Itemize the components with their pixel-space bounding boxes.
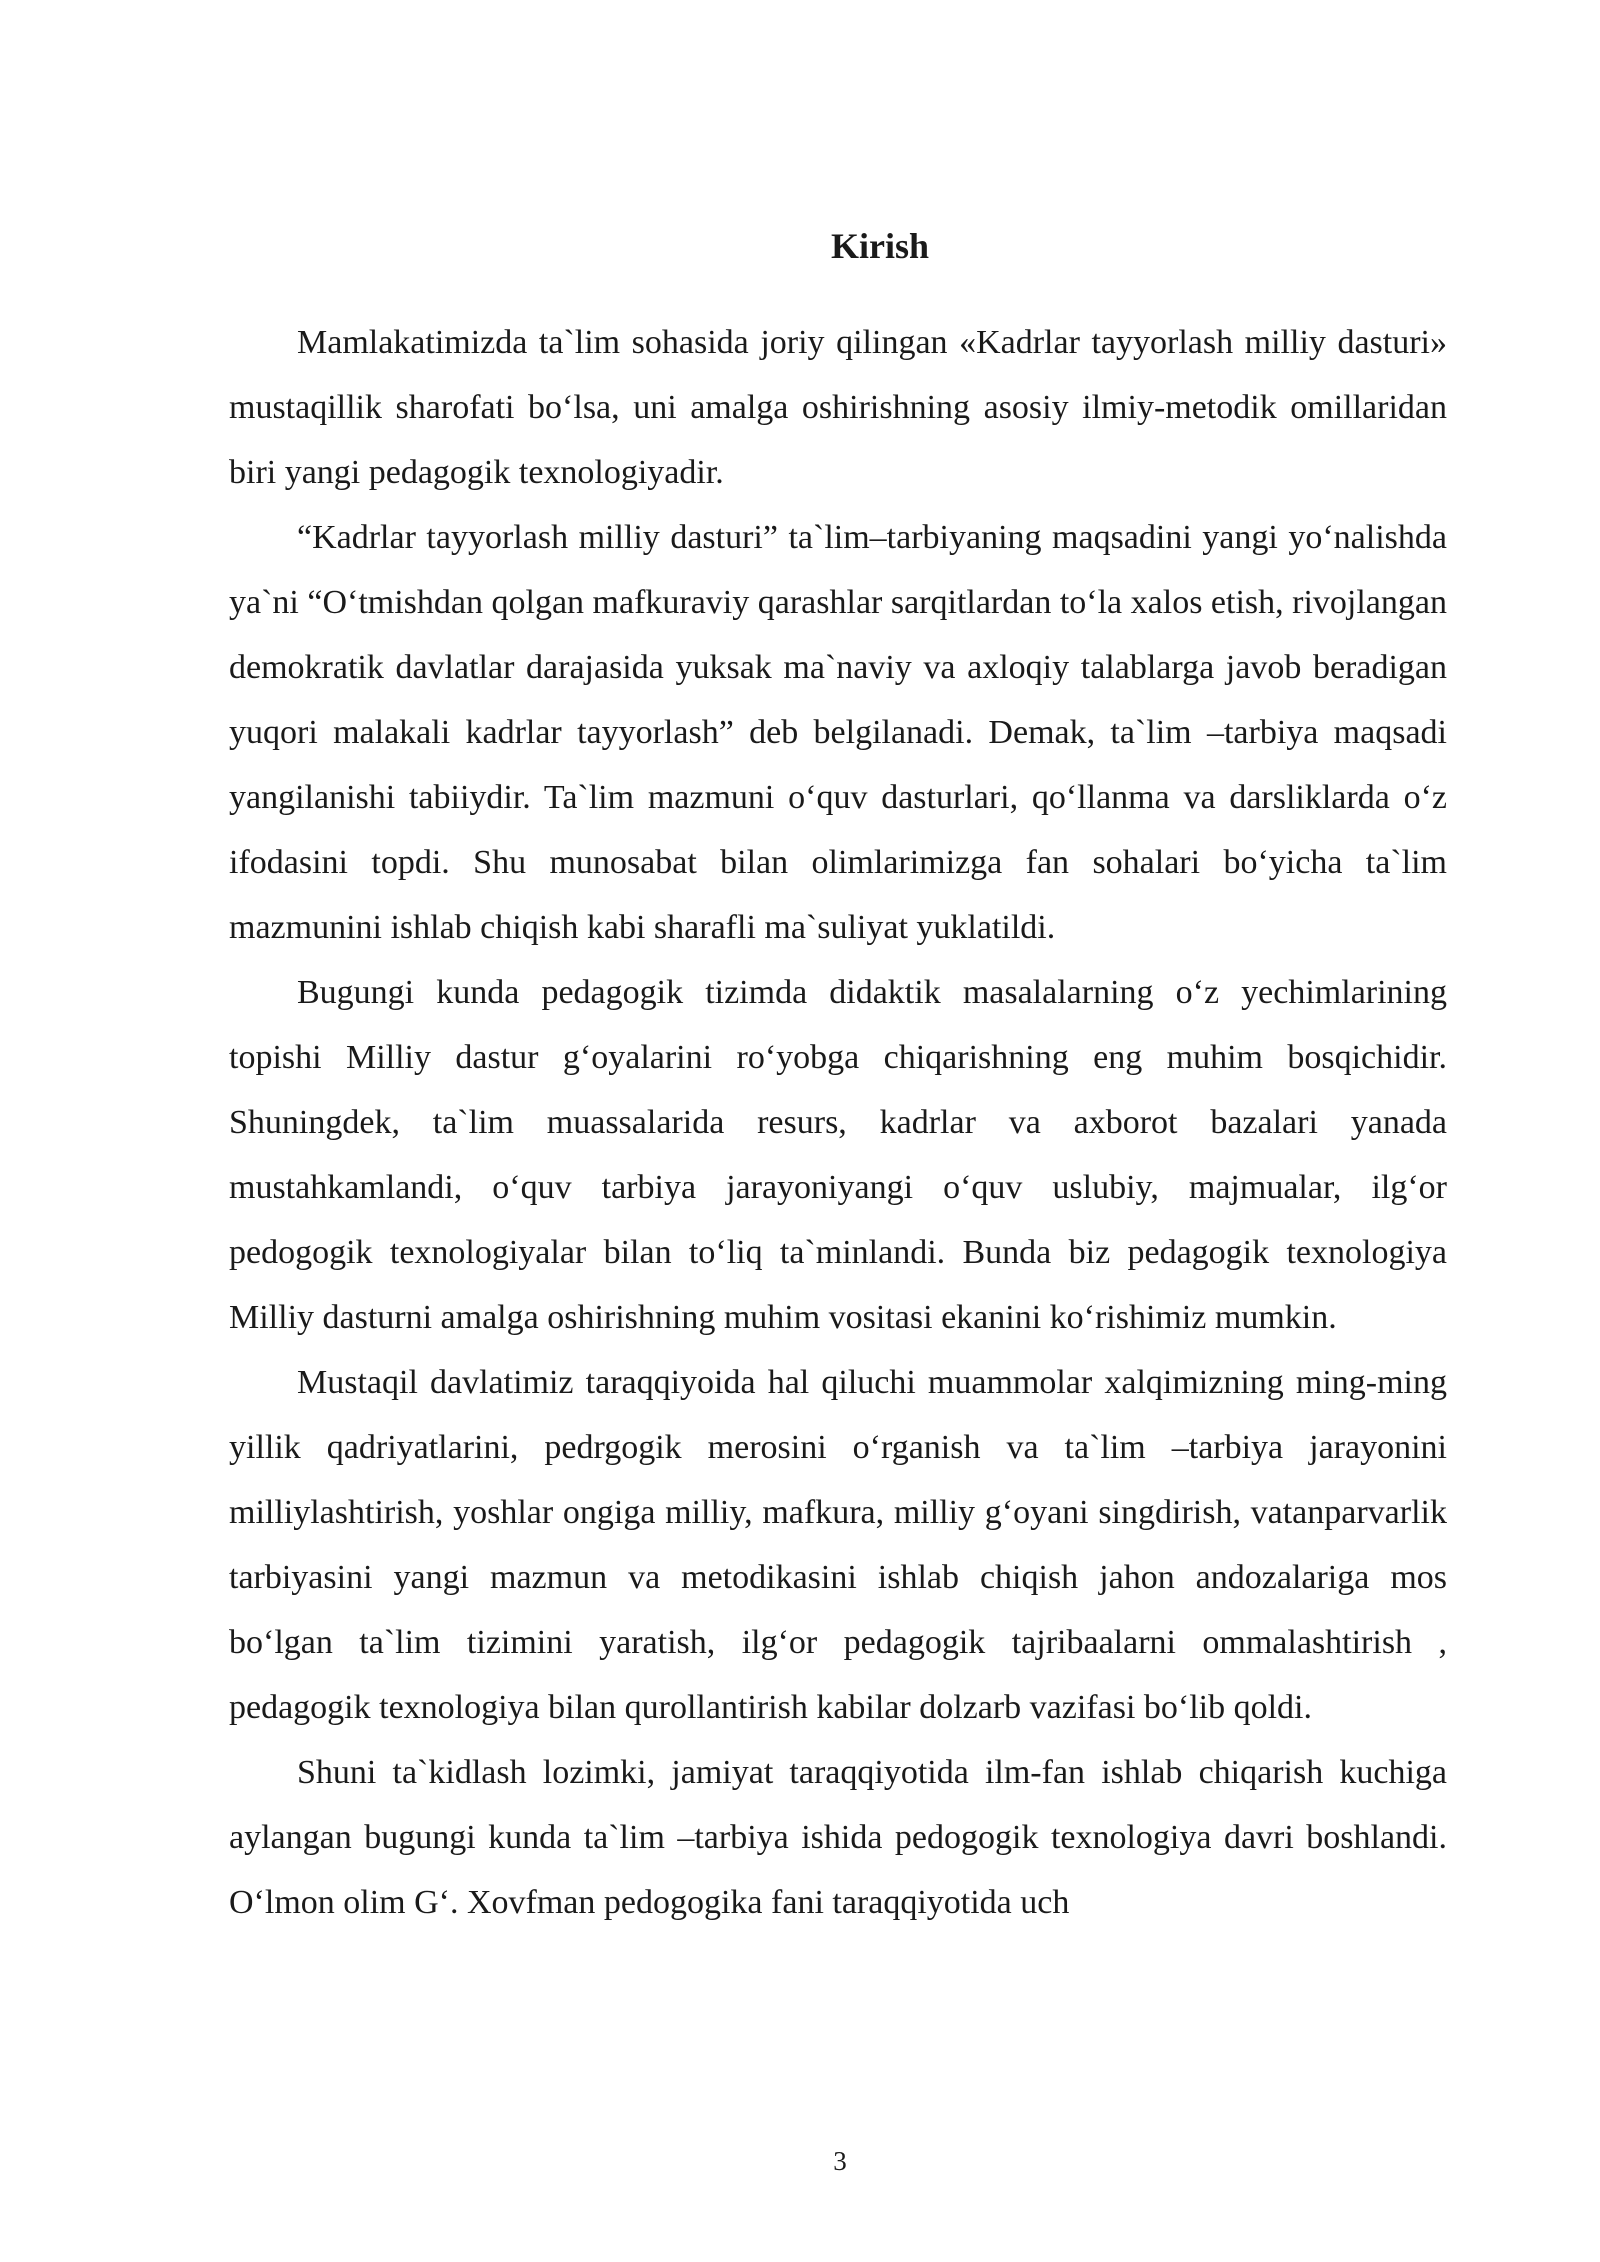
page-number: 3	[833, 2146, 847, 2176]
paragraph-5: Shuni ta`kidlash lozimki, jamiyat taraqqiyotida ilm-fan ishlab chiqarish kuchiga aylangan bugungi kunda ta`lim –tarbiya ishida pedogogik texnologiya davri boshlandi. O‘lmon olim G‘. Xovfman pedogogika fani taraqqiyotida uch	[229, 1754, 1447, 1921]
body-text	[229, 310, 1447, 1935]
paragraph-1: Mamlakatimizda ta`lim sohasida joriy qilingan «Kadrlar tayyorlash milliy dasturi» mustaqillik sharofati bo‘lsa, uni amalga oshirishning asosiy ilmiy-metodik omillaridan biri yangi pedagogik texnologiyadir.	[229, 324, 1447, 491]
paragraph-3: Bugungi kunda pedagogik tizimda didaktik masalalarning o‘z yechimlarining topishi Milliy dastur g‘oyalarini ro‘yobga chiqarishning eng muhim bosqichidir. Shuningdek, ta`lim muassalarida resurs, kadrlar va axborot bazalari yanada mustahkamlandi, o‘quv tarbiya jarayoniyangi o‘quv uslubiy, majmualar, ilg‘or pedogogik texnologiyalar bilan to‘liq ta`minlandi. Bunda biz pedagogik texnologiya Milliy dasturni amalga oshirishning muhim vositasi ekanini ko‘rishimiz mumkin.	[229, 974, 1447, 1336]
paragraph-2: “Kadrlar tayyorlash milliy dasturi” ta`lim–tarbiyaning maqsadini yangi yo‘nalishda ya`ni “O‘tmishdan qolgan mafkuraviy qarashlar sarqitlardan to‘la xalos etish, rivojlangan demokratik davlatlar darajasida yuksak ma`naviy va axloqiy talablarga javob beradigan yuqori malakali kadrlar tayyorlash” deb belgilanadi. Demak, ta`lim –tarbiya maqsadi yangilanishi tabiiydir. Ta`lim mazmuni o‘quv dasturlari, qo‘llanma va darsliklarda o‘z ifodasini topdi. Shu munosabat bilan olimlarimizga fan sohalari bo‘yicha ta`lim mazmunini ishlab chiqish kabi sharafli ma`suliyat yuklatildi.	[229, 519, 1447, 946]
page-title: Kirish	[830, 226, 929, 266]
paragraph-4: Mustaqil davlatimiz taraqqiyoida hal qiluchi muammolar xalqimizning ming-ming yillik qadriyatlarini, pedrgogik merosini o‘rganish va ta`lim –tarbiya jarayonini milliylashtirish, yoshlar ongiga milliy, mafkura, milliy g‘oyani singdirish, vatanparvarlik tarbiyasini yangi mazmun va metodikasini ishlab chiqish jahon andozalariga mos bo‘lgan ta`lim tizimini yaratish, ilg‘or pedagogik tajribaalarni ommalashtirish , pedagogik texnologiya bilan qurollantirish kabilar dolzarb vazifasi bo‘lib qoldi.	[229, 1364, 1447, 1726]
